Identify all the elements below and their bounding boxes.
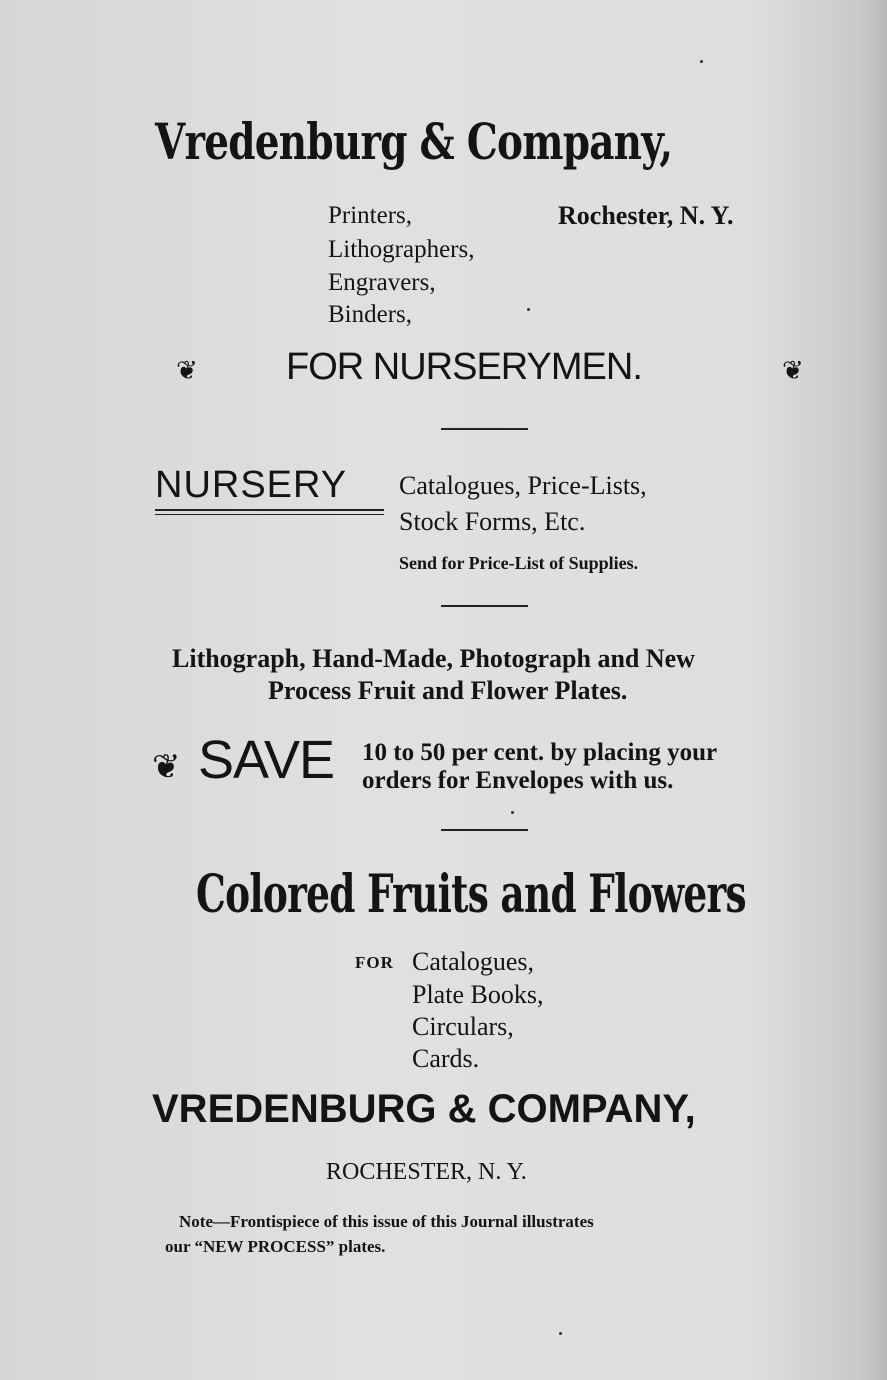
leaf-ornament-icon: ❦: [782, 356, 804, 386]
nursery-double-rule-top: [155, 509, 384, 511]
divider: [441, 428, 528, 430]
nursery-note: Send for Price-List of Supplies.: [399, 553, 639, 573]
paper-speck: [700, 60, 703, 63]
footer-company: VREDENBURG & COMPANY,: [152, 1087, 696, 1131]
colored-item-catalogues: Catalogues,: [412, 947, 535, 976]
leaf-ornament-icon: ❦: [152, 747, 181, 787]
paper-speck: [511, 811, 514, 814]
save-line-2: orders for Envelopes with us.: [362, 767, 674, 794]
service-lithographers: Lithographers,: [328, 236, 475, 263]
lithograph-line-2: Process Fruit and Flower Plates.: [268, 676, 628, 705]
nursery-line-1: Catalogues, Price-Lists,: [399, 471, 647, 500]
service-printers: Printers,: [328, 202, 413, 229]
footer-note-line-2: our “NEW PROCESS” plates.: [165, 1237, 386, 1256]
nursery-double-rule-bottom: [155, 514, 384, 515]
paper-speck: [527, 308, 530, 311]
save-line-1: 10 to 50 per cent. by placing your: [362, 739, 718, 766]
colored-item-circulars: Circulars,: [412, 1012, 514, 1041]
header-location: Rochester, N. Y.: [558, 201, 734, 230]
nursery-line-2: Stock Forms, Etc.: [399, 507, 586, 536]
leaf-ornament-icon: ❦: [176, 356, 198, 386]
service-engravers: Engravers,: [328, 269, 436, 296]
divider: [441, 605, 528, 607]
footer-location: ROCHESTER, N. Y.: [326, 1159, 527, 1185]
lithograph-line-1: Lithograph, Hand-Made, Photograph and New: [172, 644, 695, 673]
save-word: SAVE: [198, 730, 335, 790]
paper-speck: [559, 1332, 562, 1335]
nursery-label: NURSERY: [155, 464, 348, 506]
nurserymen-heading: FOR NURSERYMEN.: [286, 346, 642, 388]
company-title: Vredenburg & Company,: [155, 112, 673, 171]
colored-heading: Colored Fruits and Flowers: [196, 864, 746, 925]
colored-item-cards: Cards.: [412, 1044, 480, 1073]
for-label: FOR: [355, 953, 394, 972]
footer-note-line-1: Note—Frontispiece of this issue of this Journal illustrates: [179, 1212, 594, 1231]
service-binders: Binders,: [328, 301, 413, 328]
divider: [441, 829, 528, 831]
colored-item-plate-books: Plate Books,: [412, 980, 544, 1009]
